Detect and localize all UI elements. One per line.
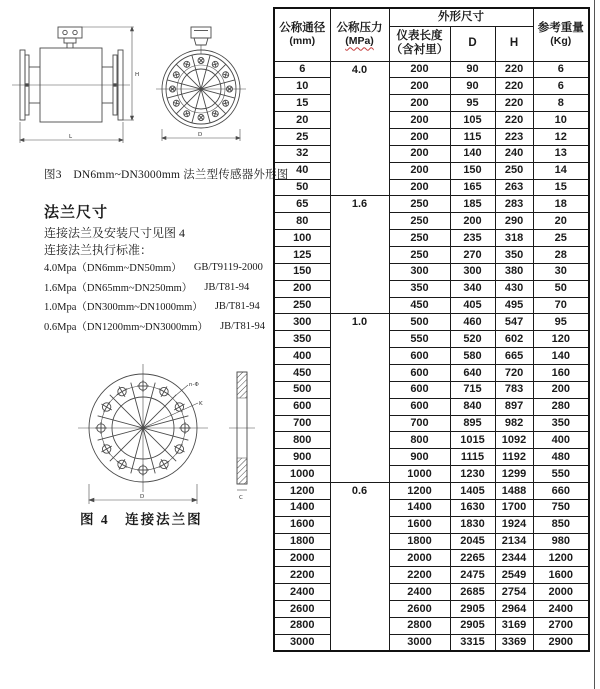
table-cell: 2905 [450,617,495,634]
table-cell: 120 [533,331,589,348]
table-cell: 14 [533,162,589,179]
table-cell: 602 [495,331,533,348]
table-cell: 380 [495,263,533,280]
page-border-line [594,0,595,689]
table-cell: 1200 [274,482,330,499]
table-cell: 3169 [495,617,533,634]
table-cell: 250 [274,297,330,314]
standard-code: JB/T81-94 [214,301,260,313]
table-cell: 1600 [274,516,330,533]
table-cell: 2400 [274,584,330,601]
table-cell: 160 [533,364,589,381]
table-cell: 1405 [450,482,495,499]
header-diameter: 公称通径 (mm) [274,8,330,61]
table-cell: 150 [274,263,330,280]
table-row [274,466,589,483]
table-row [274,196,589,213]
standard-spec: 1.6Mpa（DN65mm~DN250mm） [44,282,193,294]
table-cell: 500 [274,381,330,398]
table-row [274,213,589,230]
table-row [274,95,589,112]
table-cell: 900 [389,449,450,466]
header-dimensions-group: 外形尺寸 [389,8,533,26]
table-cell: 1800 [389,533,450,550]
table-row [274,398,589,415]
table-cell: 25 [274,128,330,145]
table-cell: 480 [533,449,589,466]
table-cell: 550 [533,466,589,483]
table-row [274,78,589,95]
table-cell: 1400 [389,499,450,516]
table-cell: 600 [389,381,450,398]
table-cell: 715 [450,381,495,398]
standard-spec: 4.0Mpa（DN6mm~DN50mm） [44,263,182,275]
table-cell: 50 [533,280,589,297]
table-cell: 600 [389,364,450,381]
table-row [274,432,589,449]
flange-section-view [229,372,255,501]
table-row [274,314,589,331]
sensor-front-view-diagram [146,26,264,150]
table-cell: 640 [450,364,495,381]
table-cell: 95 [450,95,495,112]
table-cell: 500 [389,314,450,331]
converter-box [58,27,82,38]
table-cell: 2700 [533,617,589,634]
table-cell: 13 [533,145,589,162]
table-cell: 300 [450,263,495,280]
standard-code: JB/T81-94 [220,320,265,332]
connection-flange-diagram [52,342,260,520]
table-cell: 200 [389,179,450,196]
table-cell: 1000 [389,466,450,483]
standard-line [44,297,274,317]
header-pressure: 公称压力 (MPa) [330,8,389,61]
table-cell: 6 [533,61,589,78]
table-cell: 95 [533,314,589,331]
table-cell: 200 [450,213,495,230]
table-cell: 665 [495,348,533,365]
table-cell: 750 [533,499,589,516]
table-cell: 547 [495,314,533,331]
flange-size-heading: 法兰尺寸 [44,205,109,221]
table-cell: 200 [389,61,450,78]
table-cell: 495 [495,297,533,314]
table-cell: 70 [533,297,589,314]
table-cell: 700 [274,415,330,432]
table-cell: 1830 [450,516,495,533]
table-row [274,634,589,651]
table-cell: 200 [389,145,450,162]
table-cell: 895 [450,415,495,432]
table-cell: 450 [389,297,450,314]
table-cell: 8 [533,95,589,112]
figure3-caption: 图3 DN6mm~DN3000mm 法兰型传感器外形图 [44,169,289,181]
table-cell: 2754 [495,584,533,601]
table-cell: 90 [450,61,495,78]
table-cell: 520 [450,331,495,348]
table-cell: 280 [533,398,589,415]
table-cell: 1600 [533,567,589,584]
table-cell: 90 [450,78,495,95]
table-row [274,348,589,365]
table-cell: 250 [389,246,450,263]
flange-standards-list [44,258,274,336]
table-cell: 15 [274,95,330,112]
table-cell: 250 [389,196,450,213]
table-cell: 460 [450,314,495,331]
table-cell: 318 [495,230,533,247]
table-cell: 850 [533,516,589,533]
table-cell: 300 [274,314,330,331]
pressure-group-cell: 4.0 [330,61,389,196]
table-cell: 1488 [495,482,533,499]
table-cell: 100 [274,230,330,247]
table-row [274,246,589,263]
table-row [274,280,589,297]
table-cell: 2600 [389,601,450,618]
table-row [274,230,589,247]
table-cell: 263 [495,179,533,196]
table-cell: 982 [495,415,533,432]
table-cell: 3000 [274,634,330,651]
table-cell: 185 [450,196,495,213]
table-row [274,584,589,601]
table-cell: 720 [495,364,533,381]
table-cell: 40 [274,162,330,179]
table-cell: 200 [274,280,330,297]
table-cell: 1200 [533,550,589,567]
table-cell: 32 [274,145,330,162]
table-cell: 200 [533,381,589,398]
table-cell: 12 [533,128,589,145]
table-cell: 200 [389,128,450,145]
table-cell: 580 [450,348,495,365]
table-cell: 6 [274,61,330,78]
table-cell: 290 [495,213,533,230]
table-cell: 240 [495,145,533,162]
standard-line [44,258,274,278]
table-cell: 340 [450,280,495,297]
table-cell: 2685 [450,584,495,601]
table-cell: 700 [389,415,450,432]
table-cell: 2964 [495,601,533,618]
table-row [274,364,589,381]
table-row [274,516,589,533]
table-cell: 1600 [389,516,450,533]
table-cell: 6 [533,78,589,95]
standard-line [44,278,274,298]
table-cell: 223 [495,128,533,145]
standard-spec: 0.6Mpa（DN1200mm~DN3000mm） [44,321,209,333]
table-cell: 15 [533,179,589,196]
table-row [274,263,589,280]
table-cell: 1299 [495,466,533,483]
table-cell: 300 [389,263,450,280]
pressure-group-cell: 0.6 [330,482,389,651]
table-cell: 200 [389,95,450,112]
table-row [274,145,589,162]
table-cell: 250 [389,230,450,247]
header-d: D [450,26,495,61]
table-cell: 2400 [533,601,589,618]
table-cell: 220 [495,95,533,112]
table-cell: 350 [274,331,330,348]
table-row [274,601,589,618]
table-cell: 405 [450,297,495,314]
table-cell: 28 [533,246,589,263]
table-cell: 800 [274,432,330,449]
table-cell: 220 [495,78,533,95]
table-cell: 250 [389,213,450,230]
table-cell: 980 [533,533,589,550]
standard-code: JB/T81-94 [204,281,250,293]
table-cell: 200 [389,112,450,129]
table-cell: 2600 [274,601,330,618]
table-cell: 660 [533,482,589,499]
header-length: 仪表长度 （含衬里） [389,26,450,61]
table-cell: 235 [450,230,495,247]
table-cell: 450 [274,364,330,381]
table-row [274,381,589,398]
table-cell: 200 [389,78,450,95]
table-cell: 2000 [533,584,589,601]
bolt-circle-label: K [199,401,203,407]
table-cell: 50 [274,179,330,196]
table-cell: 2900 [533,634,589,651]
table-cell: 600 [274,398,330,415]
dim-label-l: L [69,134,73,140]
table-row [274,297,589,314]
table-cell: 3000 [389,634,450,651]
table-cell: 2549 [495,567,533,584]
table-cell: 2000 [389,550,450,567]
table-cell: 2200 [274,567,330,584]
table-cell: 350 [495,246,533,263]
table-cell: 1000 [274,466,330,483]
figure4-caption: 图 4 连接法兰图 [80,512,203,527]
standard-code: GB/T9119-2000 [193,262,263,274]
table-row [274,331,589,348]
dim-label-h: H [135,72,140,78]
table-row [274,162,589,179]
table-header [274,8,589,61]
table-cell: 250 [495,162,533,179]
table-cell: 65 [274,196,330,213]
table-row [274,61,589,78]
table-cell: 350 [389,280,450,297]
table-cell: 125 [274,246,330,263]
table-cell: 1800 [274,533,330,550]
table-cell: 3315 [450,634,495,651]
table-cell: 2400 [389,584,450,601]
table-cell: 2000 [274,550,330,567]
table-cell: 1200 [389,482,450,499]
table-cell: 400 [274,348,330,365]
dim-label-d: D [140,494,145,500]
table-cell: 115 [450,128,495,145]
table-cell: 140 [533,348,589,365]
table-cell: 550 [389,331,450,348]
table-cell: 1230 [450,466,495,483]
table-cell: 1630 [450,499,495,516]
table-cell: 2475 [450,567,495,584]
table-cell: 140 [450,145,495,162]
table-row [274,449,589,466]
table-cell: 18 [533,196,589,213]
table-cell: 1115 [450,449,495,466]
table-cell: 20 [274,112,330,129]
table-cell: 1700 [495,499,533,516]
header-weight: 参考重量 (Kg) [533,8,589,61]
flange-text-line2: 连接法兰执行标准： [44,243,153,257]
table-cell: 900 [274,449,330,466]
table-cell: 200 [389,162,450,179]
standard-spec: 1.0Mpa（DN300mm~DN1000mm） [44,302,203,314]
table-row [274,550,589,567]
table-cell: 783 [495,381,533,398]
table-cell: 165 [450,179,495,196]
table-cell: 2265 [450,550,495,567]
table-cell: 283 [495,196,533,213]
table-cell: 2800 [389,617,450,634]
standard-line [44,317,274,337]
table-cell: 2134 [495,533,533,550]
table-cell: 270 [450,246,495,263]
table-cell: 1924 [495,516,533,533]
flange-spec-table [273,7,590,652]
table-cell: 25 [533,230,589,247]
table-row [274,567,589,584]
table-cell: 1015 [450,432,495,449]
table-cell: 1192 [495,449,533,466]
table-cell: 897 [495,398,533,415]
table-cell: 10 [274,78,330,95]
table-cell: 20 [533,213,589,230]
table-cell: 80 [274,213,330,230]
table-cell: 150 [450,162,495,179]
table-row [274,499,589,516]
table-cell: 600 [389,348,450,365]
table-cell: 1400 [274,499,330,516]
table-row [274,112,589,129]
table-row [274,617,589,634]
sensor-side-view-diagram [8,26,148,150]
table-cell: 430 [495,280,533,297]
table-cell: 2800 [274,617,330,634]
table-cell: 800 [389,432,450,449]
table-cell: 220 [495,61,533,78]
table-cell: 2200 [389,567,450,584]
table-cell: 10 [533,112,589,129]
table-row [274,482,589,499]
table-cell: 2045 [450,533,495,550]
table-cell: 350 [533,415,589,432]
table-cell: 220 [495,112,533,129]
flange-text-line1: 连接法兰及安装尺寸见图 4 [44,226,186,240]
table-row [274,179,589,196]
dim-label-d: D [198,132,203,138]
spec-table-body [274,61,589,651]
table-cell: 840 [450,398,495,415]
table-cell: 600 [389,398,450,415]
bolt-spec-label: n-Φ [189,382,199,388]
table-cell: 30 [533,263,589,280]
table-cell: 3369 [495,634,533,651]
header-h: H [495,26,533,61]
pressure-group-cell: 1.6 [330,196,389,314]
table-row [274,533,589,550]
table-cell: 105 [450,112,495,129]
table-cell: 2344 [495,550,533,567]
table-cell: 1092 [495,432,533,449]
dim-label-c: C [239,495,243,501]
table-row [274,415,589,432]
table-cell: 2905 [450,601,495,618]
table-row [274,128,589,145]
table-cell: 400 [533,432,589,449]
pressure-group-cell: 1.0 [330,314,389,483]
